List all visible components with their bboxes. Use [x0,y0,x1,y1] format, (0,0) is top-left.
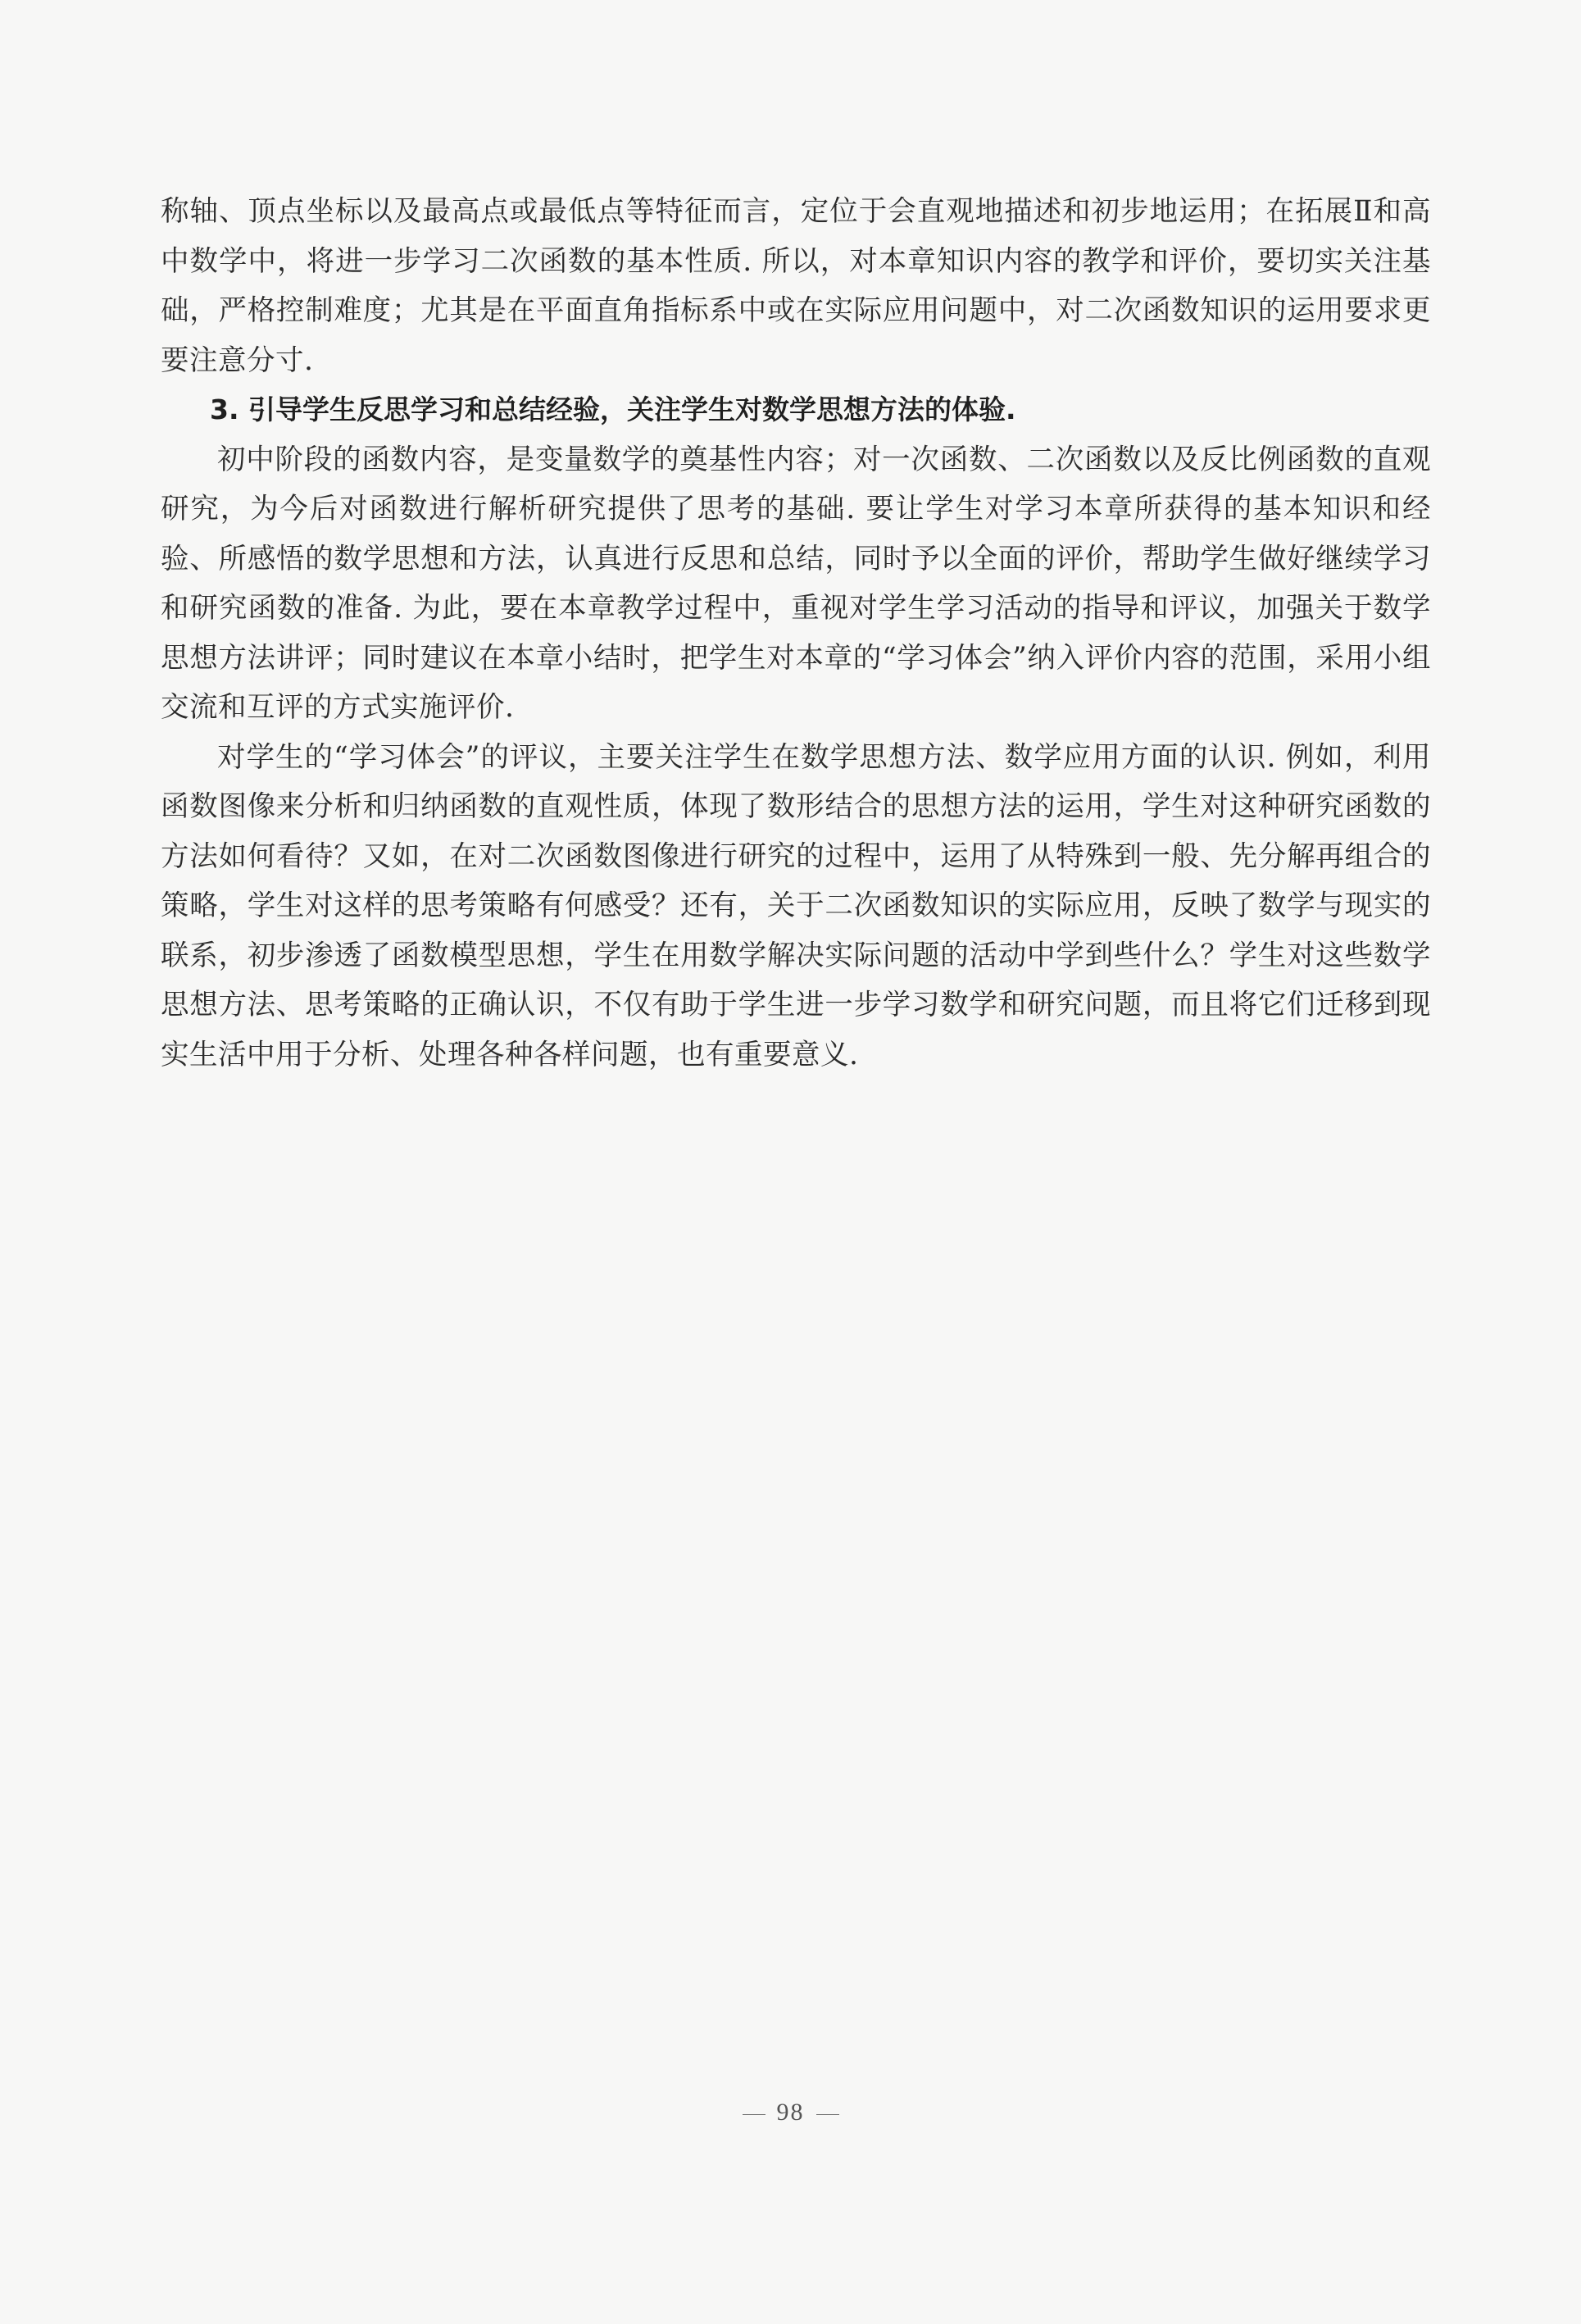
page-footer [0,2099,1581,2126]
paragraph-continued: 称轴、顶点坐标以及最高点或最低点等特征而言，定位于会直观地描述和初步地运用；在拓展Ⅱ和高中数学中，将进一步学习二次函数的基本性质. 所以，对本章知识内容的教学和评价，要切实关注基础，严格控制难度；尤其是在平面直角指标系中或在实际应用问题中，对二次函数知识的运用要求更要注意分寸. [161,195,1431,377]
footer-dash-left [743,2114,766,2115]
paragraph-2: 初中阶段的函数内容，是变量数学的奠基性内容；对一次函数、二次函数以及反比例函数的直观研究，为今后对函数进行解析研究提供了思考的基础. 要让学生对学习本章所获得的基本知识和经验、所感悟的数学思想和方法，认真进行反思和总结，同时予以全面的评价，帮助学生做好继续学习和研究函数的准备. 为此，要在本章教学过程中，重视对学生学习活动的指导和评议，加强关于数学思想方法讲评；同时建议在本章小结时，把学生对本章的“学习体会”纳入评价内容的范围，采用小组交流和互评的方式实施评价. [161,443,1431,724]
section-heading: 3. 引导学生反思学习和总结经验，关注学生对数学思想方法的体验. [210,393,1016,425]
paragraph-3: 对学生的“学习体会”的评议，主要关注学生在数学思想方法、数学应用方面的认识. 例如，利用函数图像来分析和归纳函数的直观性质，体现了数形结合的思想方法的运用，学生对这种研究函数的方法如何看待？又如，在对二次函数图像进行研究的过程中，运用了从特殊到一般、先分解再组合的策略，学生对这样的思考策略有何感受？还有，关于二次函数知识的实际应用，反映了数学与现实的联系，初步渗透了函数模型思想，学生在用数学解决实际问题的活动中学到些什么？学生对这些数学思想方法、思考策略的正确认识，不仅有助于学生进一步学习数学和研究问题，而且将它们迁移到现实生活中用于分析、处理各种各样问题，也有重要意义. [161,740,1431,1071]
footer-dash-right [816,2114,839,2115]
page-number: 98 [776,2099,805,2126]
page-body [161,187,1431,1080]
